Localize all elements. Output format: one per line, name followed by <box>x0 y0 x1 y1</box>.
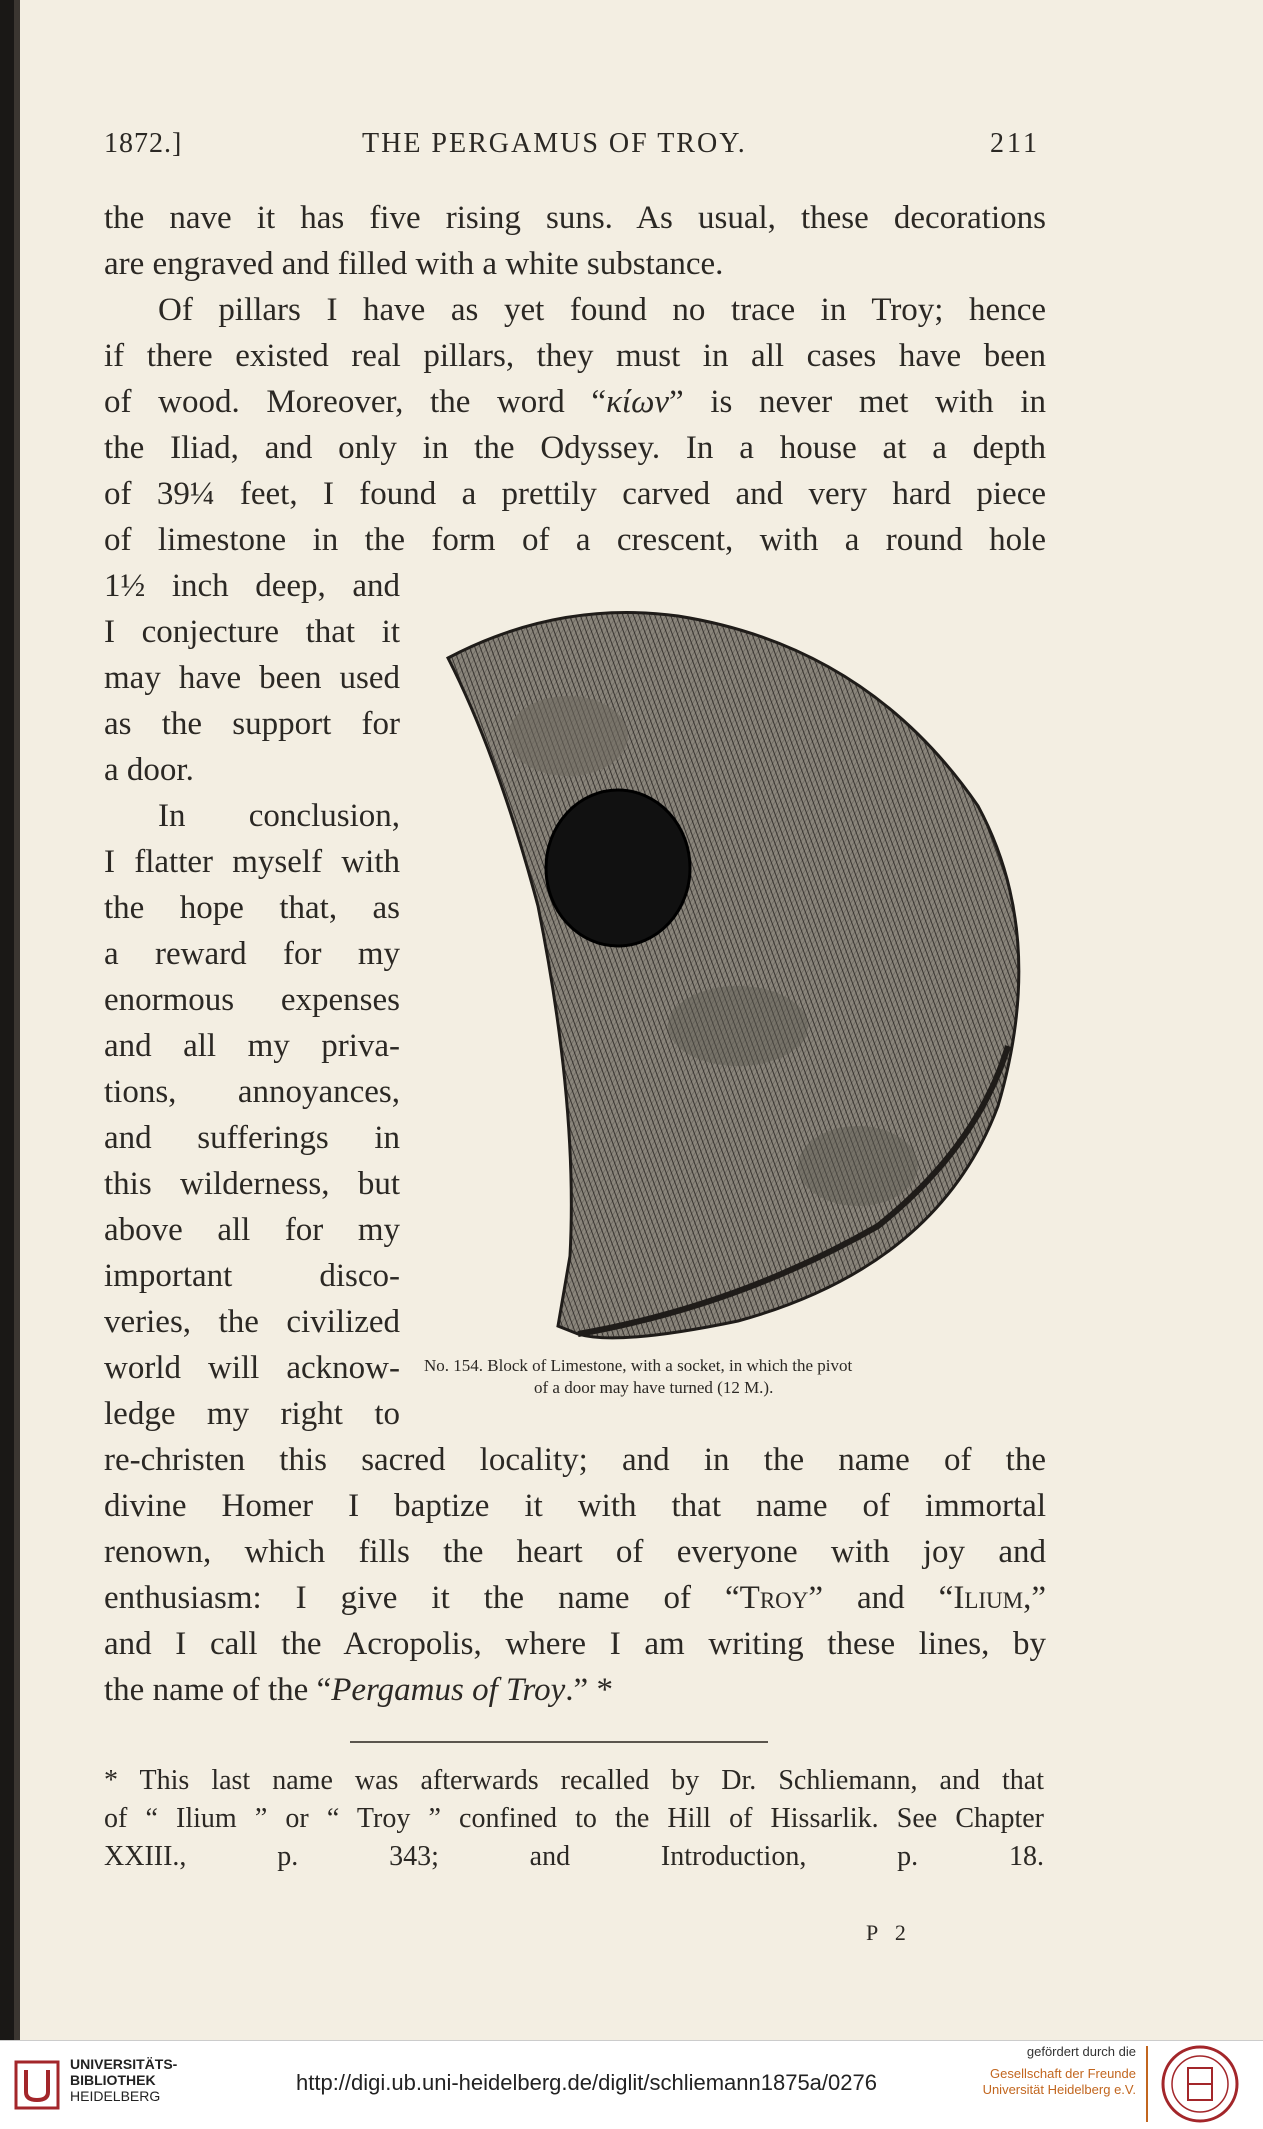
text-line: if there existed real pillars, they must in all cases have been <box>104 338 1046 374</box>
caption-line: No. 154. Block of Limestone, with a socket, in which the pivot <box>424 1356 853 1375</box>
text-line: I flatter myself with <box>104 844 400 880</box>
running-header-year: 1872.] <box>104 128 183 159</box>
footnote-divider <box>350 1741 768 1743</box>
footnote-line: * This last name was afterwards recalled by Dr. Schliemann, and that <box>104 1765 1044 1796</box>
text-line: Of pillars I have as yet found no trace in Troy; hence <box>158 292 1046 328</box>
socket-hole <box>546 790 690 946</box>
text-line: enormous expenses <box>104 982 400 1018</box>
text-line: divine Homer I baptize it with that name of immortal <box>104 1488 1046 1524</box>
caption-line: of a door may have turned (12 M.). <box>534 1378 774 1397</box>
text-line: re-christen this sacred locality; and in the name of the <box>104 1442 1046 1478</box>
text-line: 1½ inch deep, and <box>104 568 400 604</box>
text-line: renown, which fills the heart of everyone with joy and <box>104 1534 1046 1570</box>
text-line: and I call the Acropolis, where I am writing these lines, by <box>104 1626 1046 1662</box>
text-line: enthusiasm: I give it the name of “Troy” and “Ilium,” <box>104 1580 1046 1616</box>
footnote-line: of “ Ilium ” or “ Troy ” confined to the Hill of Hissarlik. See Chapter <box>104 1803 1044 1834</box>
page-number: 211 <box>990 128 1040 159</box>
text-line: are engraved and filled with a white substance. <box>104 246 724 282</box>
text-line: may have been used <box>104 660 400 696</box>
pergamus-of-troy: Pergamus of Troy <box>331 1672 566 1708</box>
text-line: and sufferings in <box>104 1120 400 1156</box>
text-line: I conjecture that it <box>104 614 400 650</box>
figure-caption <box>424 1355 1044 1399</box>
limestone-block-illustration <box>438 606 1038 1356</box>
university-seal-icon <box>1160 2044 1240 2124</box>
permalink-url[interactable]: http://digi.ub.uni-heidelberg.de/diglit/schliemann1875a/0276 <box>296 2070 877 2095</box>
text-line: world will acknow- <box>104 1350 400 1386</box>
signature-mark: P 2 <box>866 1920 912 1945</box>
name-troy: Troy <box>739 1580 809 1616</box>
text-line: the hope that, as <box>104 890 400 926</box>
text-line: the Iliad, and only in the Odyssey. In a house at a depth <box>104 430 1046 466</box>
university-library-logo-icon <box>14 2060 60 2110</box>
running-header-title: THE PERGAMUS OF TROY. <box>362 128 747 159</box>
text-line: important disco- <box>104 1258 400 1294</box>
text-line: tions, annoyances, <box>104 1074 400 1110</box>
text-line: of wood. Moreover, the word “κίων” is never met with in <box>104 384 1046 420</box>
text-line: the nave it has five rising suns. As usual, these decorations <box>104 200 1046 236</box>
text-line: above all for my <box>104 1212 400 1248</box>
book-spine-shadow <box>0 0 14 2040</box>
sponsor-divider <box>1146 2046 1148 2122</box>
sponsor-credit: gefördert durch die Gesellschaft der Freunde Universität Heidelberg e.V. <box>982 2044 1136 2097</box>
text-line: a reward for my <box>104 936 400 972</box>
text-line: veries, the civilized <box>104 1304 400 1340</box>
name-ilium: Ilium <box>953 1580 1024 1616</box>
text-line: ledge my right to <box>104 1396 400 1432</box>
text-line: of 39¼ feet, I found a prettily carved and very hard piece <box>104 476 1046 512</box>
text-line: In conclusion, <box>158 798 400 834</box>
footnote-line: XXIII., p. 343; and Introduction, p. 18. <box>104 1841 1044 1872</box>
text-line: as the support for <box>104 706 400 742</box>
text-line: and all my priva- <box>104 1028 400 1064</box>
text-line: this wilderness, but <box>104 1166 400 1202</box>
text-line: a door. <box>104 752 194 788</box>
university-library-name: UNIVERSITÄTS- BIBLIOTHEK HEIDELBERG <box>70 2056 178 2104</box>
text-line: the name of the “Pergamus of Troy.” * <box>104 1672 613 1708</box>
greek-word: κίων <box>606 384 670 420</box>
text-line: of limestone in the form of a crescent, with a round hole <box>104 522 1046 558</box>
